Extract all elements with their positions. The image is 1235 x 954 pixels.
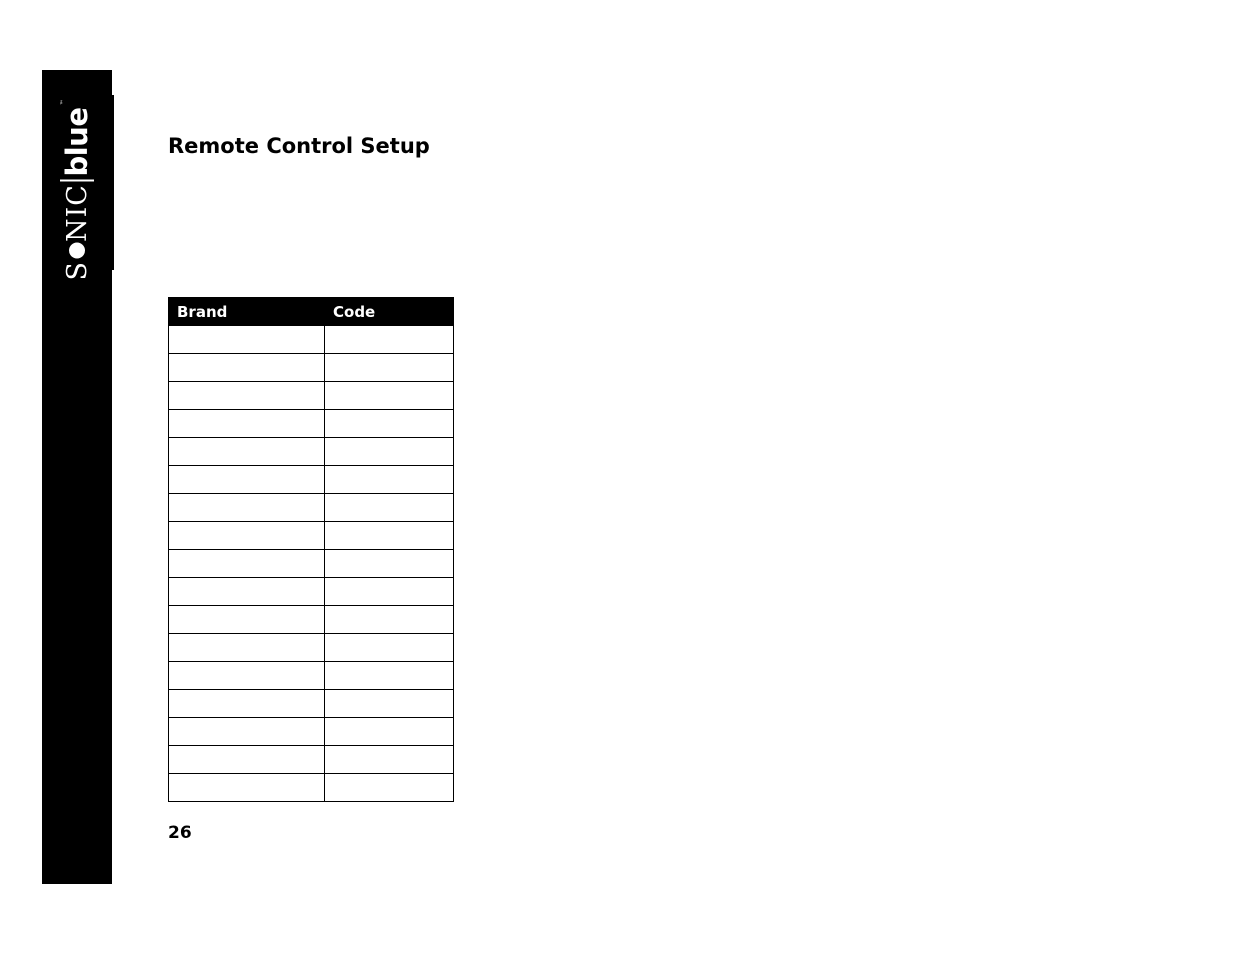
table-row — [169, 494, 454, 522]
table-body — [169, 326, 454, 802]
code-cell — [325, 578, 454, 606]
code-cell — [325, 466, 454, 494]
table-row — [169, 522, 454, 550]
brand-cell — [169, 746, 325, 774]
code-cell — [325, 410, 454, 438]
brand-cell — [169, 690, 325, 718]
code-cell — [325, 522, 454, 550]
table-row — [169, 578, 454, 606]
page-title: Remote Control Setup — [168, 134, 430, 158]
code-column-header: Code — [325, 298, 454, 326]
table-row — [169, 746, 454, 774]
brand-cell — [169, 662, 325, 690]
brand-cell — [169, 494, 325, 522]
table-row — [169, 606, 454, 634]
brand-cell — [169, 438, 325, 466]
code-cell — [325, 718, 454, 746]
logo-separator — [60, 180, 94, 182]
table-row — [169, 382, 454, 410]
brand-cell — [169, 466, 325, 494]
brand-cell — [169, 410, 325, 438]
table-row — [169, 326, 454, 354]
table-row — [169, 550, 454, 578]
code-cell — [325, 774, 454, 802]
table-row — [169, 634, 454, 662]
code-cell — [325, 326, 454, 354]
brand-cell — [169, 634, 325, 662]
table-row — [169, 438, 454, 466]
brand-cell — [169, 718, 325, 746]
brand-cell — [169, 326, 325, 354]
logo-blue-text: blue — [59, 107, 94, 177]
brand-cell — [169, 522, 325, 550]
code-cell — [325, 494, 454, 522]
brand-cell — [169, 550, 325, 578]
code-cell — [325, 382, 454, 410]
brand-column-header: Brand — [169, 298, 325, 326]
brand-cell — [169, 606, 325, 634]
logo-trademark: ™ — [60, 99, 67, 106]
table-row — [169, 774, 454, 802]
table-row — [169, 466, 454, 494]
brand-cell — [169, 354, 325, 382]
logo-sonic-rest: NIC — [61, 184, 93, 242]
logo-sonic-text — [61, 184, 93, 281]
table-row — [169, 690, 454, 718]
code-cell — [325, 690, 454, 718]
code-cell — [325, 354, 454, 382]
logo-rule — [112, 95, 114, 270]
logo-sonic-s: S — [61, 260, 93, 281]
table-header-row — [169, 298, 454, 326]
table-row — [169, 354, 454, 382]
brand-cell — [169, 774, 325, 802]
brand-cell — [169, 578, 325, 606]
page-number: 26 — [168, 823, 192, 843]
table-row — [169, 718, 454, 746]
code-cell — [325, 550, 454, 578]
code-cell — [325, 634, 454, 662]
table-row — [169, 410, 454, 438]
logo-dot-icon — [69, 243, 85, 259]
brand-code-table — [168, 297, 454, 802]
code-cell — [325, 746, 454, 774]
brand-cell — [169, 382, 325, 410]
code-cell — [325, 438, 454, 466]
code-cell — [325, 662, 454, 690]
code-cell — [325, 606, 454, 634]
table-row — [169, 662, 454, 690]
